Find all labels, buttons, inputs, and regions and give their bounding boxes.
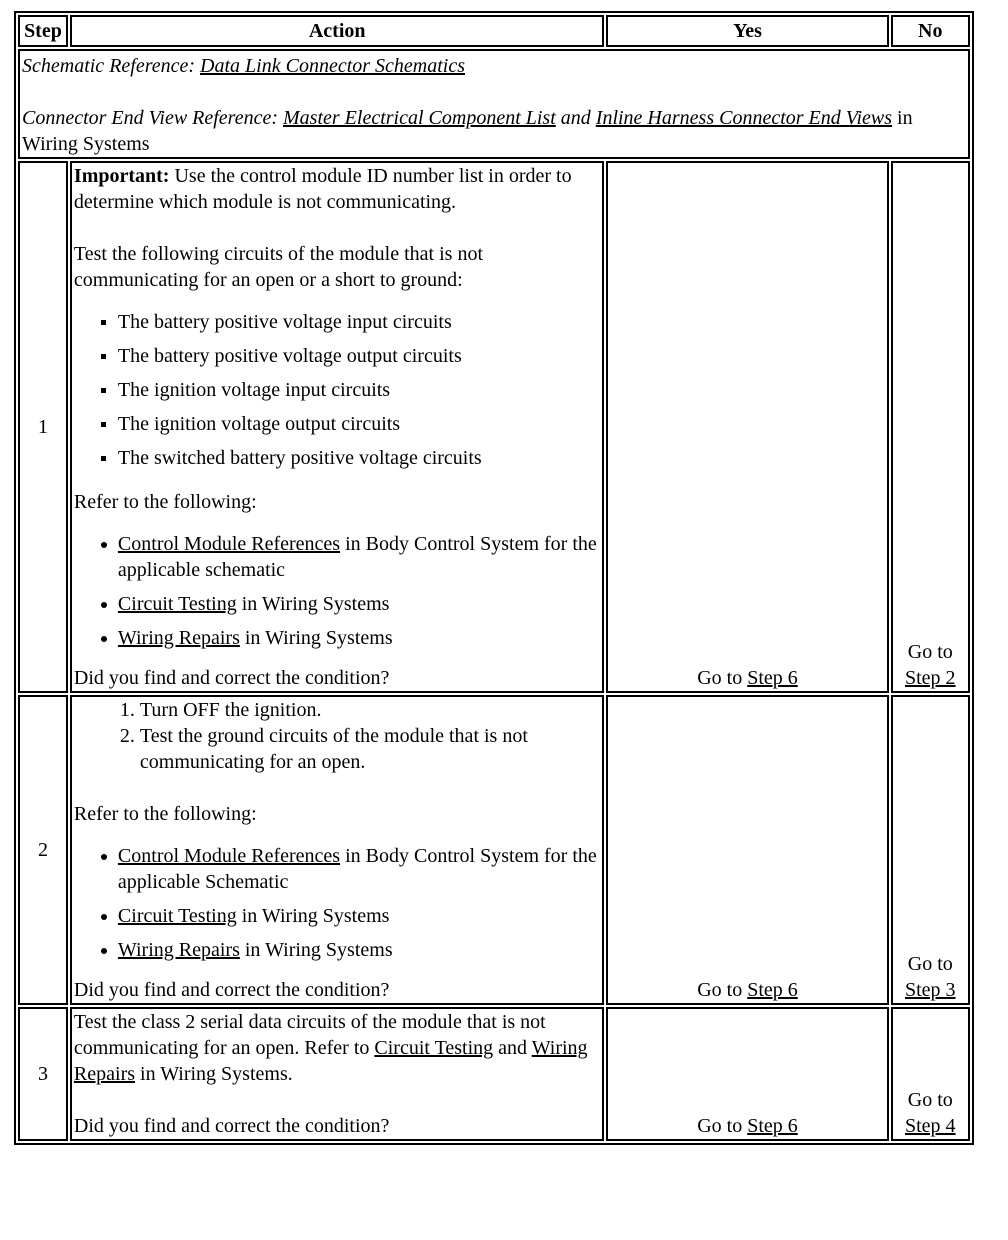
header-no: No	[891, 15, 970, 47]
no-cell-2	[891, 695, 970, 1005]
connector-reference	[22, 105, 966, 157]
no-cell-3	[891, 1007, 970, 1141]
refer-label: Refer to the following:	[73, 491, 257, 513]
goto-label: Go to	[907, 641, 953, 663]
link-circuit-testing[interactable]: Circuit Testing	[374, 1037, 494, 1059]
link-master-electrical-component-list[interactable]: Master Electrical Component List	[283, 107, 556, 129]
yes-cell-2	[606, 695, 888, 1005]
yes-cell-3	[606, 1007, 888, 1141]
list-item	[118, 937, 601, 963]
goto-label: Go to	[697, 979, 748, 1001]
question: Did you find and correct the condition?	[73, 1115, 390, 1137]
question: Did you find and correct the condition?	[73, 667, 390, 689]
link-step-3[interactable]: Step 3	[905, 979, 956, 1001]
important-text: Use the control module ID number list in order to determine which module is not communicating.	[73, 165, 572, 213]
link-step-6[interactable]: Step 6	[747, 667, 798, 689]
list-item: The battery positive voltage input circuits	[118, 309, 601, 335]
list-item	[118, 625, 601, 651]
header-row	[18, 15, 970, 47]
goto-label: Go to	[697, 667, 748, 689]
step-action-2	[70, 695, 605, 1005]
goto-label: Go to	[697, 1115, 748, 1137]
step-row-2	[18, 695, 970, 1005]
step-number-2: 2	[18, 695, 68, 1005]
link-step-6[interactable]: Step 6	[747, 979, 798, 1001]
link-wiring-repairs[interactable]: Wiring Repairs	[117, 627, 240, 649]
step3-text	[74, 1009, 601, 1087]
connector-suffix-text: in Wiring Systems	[22, 107, 913, 155]
question: Did you find and correct the condition?	[73, 979, 390, 1001]
reference-row	[18, 49, 970, 159]
list-item: 2. Test the ground circuits of the module that is not communicating for an open.	[140, 723, 601, 775]
list-item: The ignition voltage output circuits	[118, 411, 601, 437]
link-step-2[interactable]: Step 2	[905, 667, 956, 689]
link-step-4[interactable]: Step 4	[905, 1115, 956, 1137]
list-item: 1. Turn OFF the ignition.	[140, 697, 601, 723]
action-list	[74, 697, 601, 775]
list-item: The battery positive voltage output circuits	[118, 343, 601, 369]
no-cell-1	[891, 161, 970, 693]
link-control-module-references[interactable]: Control Module References	[117, 845, 341, 867]
header-yes: Yes	[606, 15, 888, 47]
test-intro: Test the following circuits of the module that is not communicating for an open or a short to ground:	[73, 243, 484, 291]
list-item: The switched battery positive voltage circuits	[118, 445, 601, 471]
link-inline-harness-connector-end-views[interactable]: Inline Harness Connector End Views	[595, 107, 893, 129]
important-label: Important:	[73, 165, 170, 187]
ref-text: in Body Control System for the applicable Schematic	[117, 845, 597, 893]
ref-text: in Wiring Systems	[236, 905, 390, 927]
ref-text: in Wiring Systems	[239, 939, 393, 961]
list-item	[118, 531, 601, 583]
step-row-3	[18, 1007, 970, 1141]
step-number-3: 3	[18, 1007, 68, 1141]
ref-text: in Wiring Systems	[239, 627, 393, 649]
list-item	[118, 591, 601, 617]
step-action-3	[70, 1007, 605, 1141]
connector-reference-label: Connector End View Reference:	[22, 107, 284, 129]
header-action: Action	[70, 15, 605, 47]
goto-label: Go to	[907, 953, 953, 975]
link-data-link-connector-schematics[interactable]: Data Link Connector Schematics	[200, 55, 466, 77]
list-item	[118, 843, 601, 895]
link-wiring-repairs[interactable]: Wiring Repairs	[117, 939, 240, 961]
important-note	[74, 163, 601, 215]
yes-cell-1	[606, 161, 888, 693]
ref-text: in Wiring Systems	[236, 593, 390, 615]
diagnostic-table-container	[14, 11, 974, 1145]
step3-text-b: and	[493, 1037, 532, 1059]
goto-label: Go to	[907, 1089, 953, 1111]
ref-text: in Body Control System for the applicable schematic	[117, 533, 597, 581]
refer-label: Refer to the following:	[73, 803, 257, 825]
reference-list	[74, 843, 601, 963]
link-circuit-testing[interactable]: Circuit Testing	[117, 593, 237, 615]
step3-text-c: in Wiring Systems.	[135, 1063, 293, 1085]
diagnostic-table	[14, 11, 974, 1145]
link-circuit-testing[interactable]: Circuit Testing	[117, 905, 237, 927]
reference-cell	[18, 49, 970, 159]
step-row-1	[18, 161, 970, 693]
step-number-1: 1	[18, 161, 68, 693]
link-wiring-repairs[interactable]: Wiring Repairs	[73, 1037, 588, 1085]
reference-list	[74, 531, 601, 651]
connector-and-text: and	[555, 107, 596, 129]
circuit-list	[74, 309, 601, 471]
step-action-1	[70, 161, 605, 693]
list-item: The ignition voltage input circuits	[118, 377, 601, 403]
link-control-module-references[interactable]: Control Module References	[117, 533, 341, 555]
link-step-6[interactable]: Step 6	[747, 1115, 798, 1137]
list-item	[118, 903, 601, 929]
step3-text-a: Test the class 2 serial data circuits of the module that is not communicating for an open. Refer to	[73, 1011, 546, 1059]
header-step: Step	[18, 15, 68, 47]
schematic-reference-label: Schematic Reference:	[22, 55, 201, 77]
schematic-reference	[22, 53, 966, 79]
